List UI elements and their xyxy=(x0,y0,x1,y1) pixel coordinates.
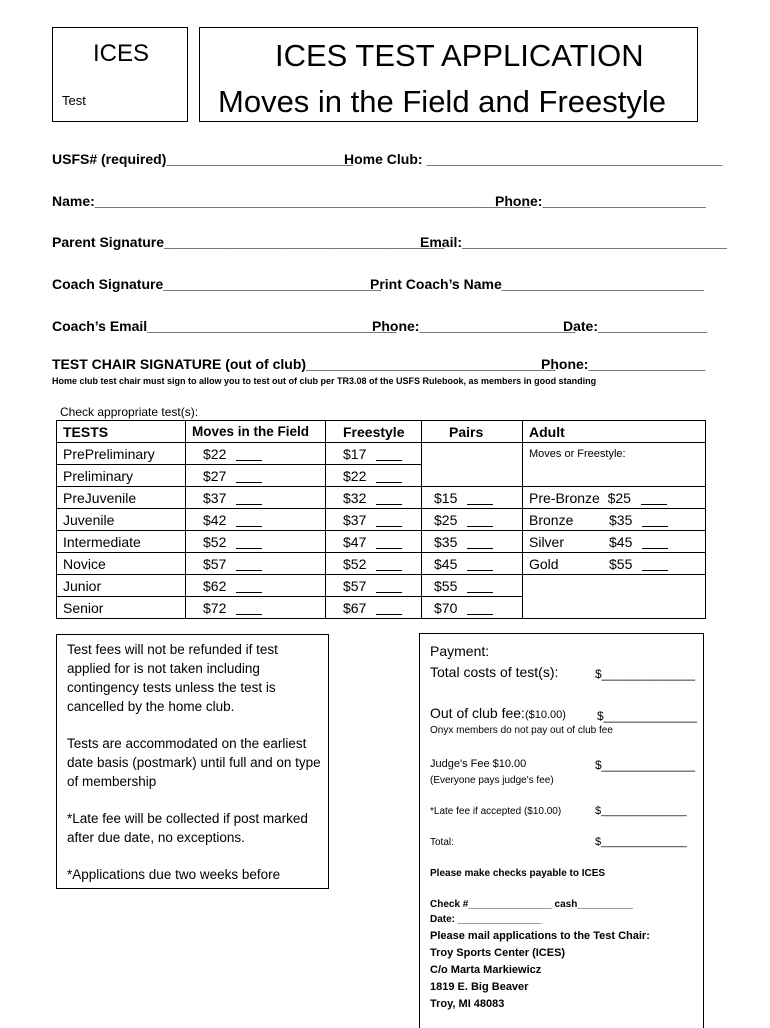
mif-price[interactable]: $42 xyxy=(186,509,326,531)
late-fee-label: *Late fee if accepted ($10.00) xyxy=(430,806,562,817)
mif-price[interactable]: $57 xyxy=(186,553,326,575)
total-costs-field[interactable]: $______________ xyxy=(595,667,696,681)
email-field[interactable]: Email:__________________________________ xyxy=(420,234,727,250)
col-header-pairs: Pairs xyxy=(422,421,523,443)
freestyle-price[interactable]: $52 xyxy=(326,553,422,575)
phone-field[interactable]: Phone:_____________________ xyxy=(495,193,706,209)
pairs-price xyxy=(422,465,523,487)
parent-signature-field[interactable]: Parent Signature____________________________________ xyxy=(52,234,445,250)
tests-caption: Check appropriate test(s): xyxy=(60,405,199,419)
mif-price[interactable]: $62 xyxy=(186,575,326,597)
freestyle-price[interactable]: $32 xyxy=(326,487,422,509)
freestyle-price[interactable]: $57 xyxy=(326,575,422,597)
adult-price[interactable]: Pre-Bronze $25 xyxy=(523,487,706,509)
coach-phone-field[interactable]: Phone:____________________ xyxy=(372,318,576,334)
out-of-club-field[interactable]: $______________ xyxy=(597,709,698,723)
pairs-price[interactable]: $25 xyxy=(422,509,523,531)
mif-price[interactable]: $72 xyxy=(186,597,326,619)
pairs-price[interactable]: $70 xyxy=(422,597,523,619)
judges-fee-label: Judge's Fee $10.00 xyxy=(430,758,527,770)
test-name: Senior xyxy=(57,597,186,619)
test-chair-signature-field[interactable]: TEST CHAIR SIGNATURE (out of club)________________________________ xyxy=(52,356,556,372)
table-row xyxy=(57,597,706,619)
freestyle-price[interactable]: $22 xyxy=(326,465,422,487)
address-line-2: C/o Marta Markiewicz xyxy=(430,964,542,976)
table-row xyxy=(57,443,706,465)
page-title: ICES TEST APPLICATION xyxy=(275,38,644,73)
home-club-field[interactable]: Home Club: ______________________________________ xyxy=(344,151,723,167)
adult-cell xyxy=(523,575,706,597)
adult-cell xyxy=(523,597,706,619)
table-row xyxy=(57,575,706,597)
test-name: PrePreliminary xyxy=(57,443,186,465)
mail-to-heading: Please mail applications to the Test Chair: xyxy=(430,930,650,942)
judges-note: (Everyone pays judge's fee) xyxy=(430,775,554,786)
total-field[interactable]: $______________ xyxy=(595,836,687,848)
note-refund: Test fees will not be refunded if test applied for is not taken including contingency tests unless the test is cancelled by the home club. xyxy=(67,642,278,714)
freestyle-price[interactable]: $47 xyxy=(326,531,422,553)
title-box xyxy=(199,27,698,122)
col-header-tests: TESTS xyxy=(57,421,186,443)
mif-price[interactable]: $52 xyxy=(186,531,326,553)
judges-fee-field[interactable]: $______________ xyxy=(595,758,696,772)
test-name: Intermediate xyxy=(57,531,186,553)
adult-price[interactable]: Gold $55 xyxy=(523,553,706,575)
payment-heading: Payment: xyxy=(430,643,490,659)
table-row xyxy=(57,531,706,553)
out-of-club-label: Out of club fee:($10.00) xyxy=(430,705,566,721)
refund-notes xyxy=(67,640,322,889)
mif-price[interactable]: $27 xyxy=(186,465,326,487)
col-header-freestyle: Freestyle xyxy=(326,421,422,443)
total-costs-label: Total costs of test(s): xyxy=(430,664,559,680)
pairs-price xyxy=(422,443,523,465)
tests-table xyxy=(56,420,706,619)
coach-signature-field[interactable]: Coach Signature____________________________ xyxy=(52,276,382,292)
freestyle-price[interactable]: $17 xyxy=(326,443,422,465)
adult-price[interactable]: Bronze $35 xyxy=(523,509,706,531)
payment-date-field[interactable]: Date: _______________ xyxy=(430,914,542,925)
test-name: PreJuvenile xyxy=(57,487,186,509)
table-row xyxy=(57,487,706,509)
test-name: Juvenile xyxy=(57,509,186,531)
onyx-note: Onyx members do not pay out of club fee xyxy=(430,725,613,736)
freestyle-price[interactable]: $67 xyxy=(326,597,422,619)
col-header-adult: Adult xyxy=(523,421,706,443)
col-header-mif: Moves in the Field xyxy=(186,421,326,443)
refund-notes-box xyxy=(56,634,329,889)
pairs-price[interactable]: $45 xyxy=(422,553,523,575)
page-subtitle: Moves in the Field and Freestyle xyxy=(218,84,666,119)
pairs-price[interactable]: $15 xyxy=(422,487,523,509)
date-field[interactable]: Date:______________ xyxy=(563,318,708,334)
note-due: *Applications due two weeks before xyxy=(67,867,281,882)
late-fee-field[interactable]: $______________ xyxy=(595,805,687,817)
adult-label: Moves or Freestyle: xyxy=(523,443,706,465)
print-coach-name-field[interactable]: Print Coach’s Name__________________________ xyxy=(370,276,705,292)
usfs-field[interactable]: USFS# (required)________________________ xyxy=(52,151,354,167)
table-row xyxy=(57,465,706,487)
note-accommodation: Tests are accommodated on the earliest date basis (postmark) until full and on type of membership xyxy=(67,736,321,789)
payment-box xyxy=(419,633,704,1028)
check-cash-field[interactable]: Check #_______________ cash__________ xyxy=(430,899,633,910)
pairs-price[interactable]: $55 xyxy=(422,575,523,597)
table-row xyxy=(57,509,706,531)
name-field[interactable]: Name:________________________________________________________ xyxy=(52,193,531,209)
test-label: Test xyxy=(62,93,86,108)
total-label: Total: xyxy=(430,837,454,848)
test-name: Novice xyxy=(57,553,186,575)
pairs-price[interactable]: $35 xyxy=(422,531,523,553)
mif-price[interactable]: $37 xyxy=(186,487,326,509)
adult-cell xyxy=(523,465,706,487)
mif-price[interactable]: $22 xyxy=(186,443,326,465)
table-header-row xyxy=(57,421,706,443)
test-chair-note: Home club test chair must sign to allow you to test out of club per TR3.08 of the USFS Rulebook, as members in good standing xyxy=(52,376,597,386)
org-name: ICES xyxy=(93,40,150,67)
payable-note: Please make checks payable to ICES xyxy=(430,868,606,879)
org-box xyxy=(52,27,188,122)
test-chair-phone-field[interactable]: Phone:_______________ xyxy=(541,356,706,372)
address-line-4: Troy, MI 48083 xyxy=(430,998,505,1010)
test-name: Preliminary xyxy=(57,465,186,487)
note-late-fee: *Late fee will be collected if post marked after due date, no exceptions. xyxy=(67,811,308,845)
adult-price[interactable]: Silver $45 xyxy=(523,531,706,553)
address-line-1: Troy Sports Center (ICES) xyxy=(430,947,566,959)
freestyle-price[interactable]: $37 xyxy=(326,509,422,531)
address-line-3: 1819 E. Big Beaver xyxy=(430,981,529,993)
coach-email-field[interactable]: Coach’s Email________________________________ xyxy=(52,318,397,334)
test-name: Junior xyxy=(57,575,186,597)
table-row xyxy=(57,553,706,575)
